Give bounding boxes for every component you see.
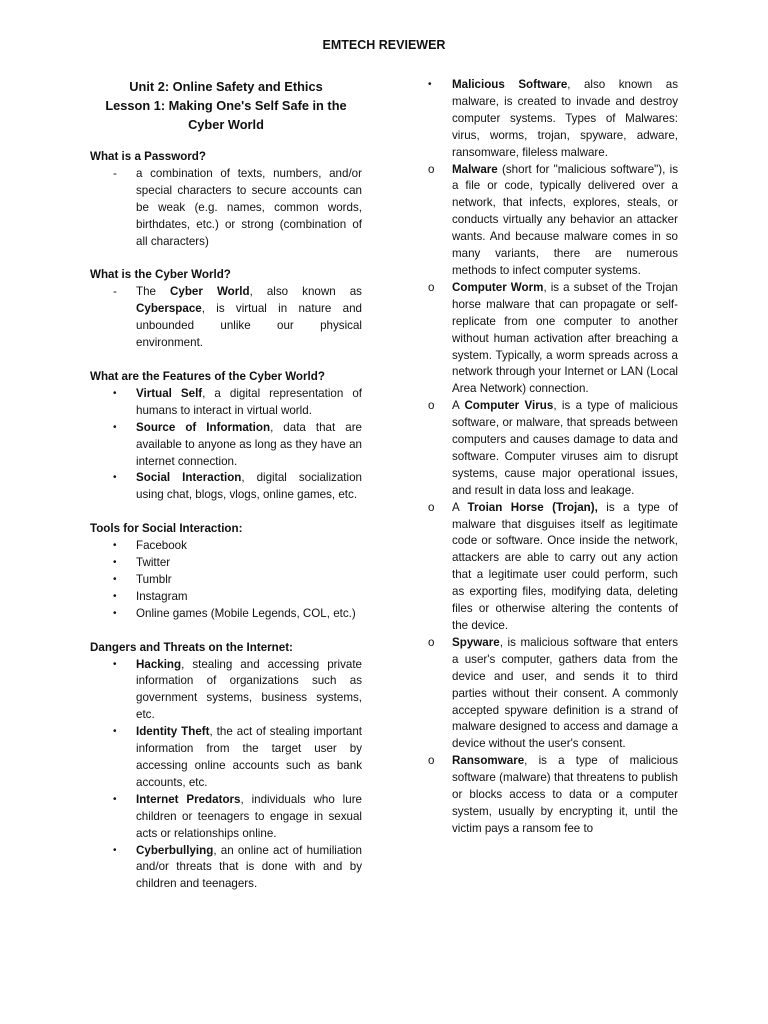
term: Cyberspace	[136, 302, 202, 316]
term: Spyware	[452, 635, 500, 649]
term: Cyberbullying	[136, 843, 214, 857]
circle-marker: o	[428, 280, 435, 294]
list-item	[90, 589, 362, 606]
circle-marker: o	[428, 500, 435, 514]
lesson-title-cont: Cyber World	[188, 117, 264, 132]
definition: , the act of stealing important information from the target user by accessing online accounts such as bank accounts, etc.	[136, 725, 363, 789]
bullet-marker: •	[113, 540, 117, 552]
text: A	[452, 500, 468, 514]
cyber-world-heading: What is the Cyber World?	[90, 268, 231, 282]
right-column	[428, 77, 678, 838]
term: Virtual Self	[136, 386, 203, 400]
bullet-marker: •	[113, 590, 117, 602]
bullet-marker: •	[113, 472, 117, 484]
list-item	[90, 724, 362, 792]
definition: , digital socialization using chat, blogs, vlogs, online games, etc.	[136, 471, 362, 502]
list-item	[428, 635, 678, 753]
circle-marker: o	[428, 754, 435, 768]
bullet-marker: •	[428, 79, 432, 90]
definition: , individuals who lure children or teenagers to engage in sexual acts or relationships online.	[136, 792, 362, 840]
list-item	[90, 538, 362, 555]
list-item	[90, 792, 362, 843]
tool-name: Instagram	[136, 589, 188, 603]
list-item	[90, 555, 362, 572]
definition: , an online act of humiliation and/or threats that is done with and by children and teenagers.	[136, 843, 362, 891]
features-heading: What are the Features of the Cyber World?	[90, 369, 325, 383]
document-title: EMTECH REVIEWER	[322, 38, 446, 52]
password-heading: What is a Password?	[90, 150, 206, 163]
bullet-marker: •	[113, 793, 117, 805]
definition: , a digital representation of humans to interact in virtual world.	[136, 386, 362, 417]
list-item	[428, 753, 678, 838]
dash-marker: -	[113, 285, 117, 299]
term: Malware	[452, 162, 498, 176]
definition: , is a subset of the Trojan horse malware that can propagate or self-replicate from one computer to another without human activation after breaching a system. Typically, a worm spreads across a network through your Internet or LAN (Local Area Network) connection.	[452, 280, 678, 396]
list-item	[428, 398, 678, 499]
definition: , is a type of malicious software (malware) that threatens to publish or blocks access to data or a computer system, usually by encrypting it, until the victim pays a ransom fee to	[452, 754, 678, 835]
lesson-title: Lesson 1: Making One's Self Safe in the	[105, 98, 347, 113]
definition: , data that are available to anyone as long as they have an internet connection.	[136, 420, 363, 468]
list-item	[90, 606, 362, 623]
list-item	[428, 162, 678, 280]
definition: (short for "malicious software"), is a file or code, typically delivered over a network, that infects, explores, steals, or conducts virtually any behavior an attacker wants. And because malware comes in so many variants, there are numerous methods to infect computer systems.	[452, 162, 678, 277]
password-definition: a combination of texts, numbers, and/or special characters to secure accounts can be weak (e.g. names, common words, birthdates, etc.) or strong (combination of all characters)	[136, 166, 362, 248]
term: Computer Virus	[464, 399, 554, 413]
tool-name: Tumblr	[136, 572, 172, 586]
term: Cyber World	[170, 285, 250, 299]
text: , is virtual in nature and unbounded unlike our physical environment.	[136, 302, 362, 350]
bullet-marker: •	[113, 844, 117, 856]
bullet-marker: •	[113, 387, 117, 399]
bullet-marker: •	[113, 658, 117, 670]
circle-marker: o	[428, 399, 435, 413]
text: The	[136, 285, 171, 299]
term: Hacking	[136, 657, 182, 671]
list-item	[90, 420, 362, 471]
term: Troian Horse (Trojan),	[467, 500, 598, 514]
text: A	[452, 399, 465, 413]
tool-name: Facebook	[136, 539, 187, 553]
list-item	[428, 500, 678, 635]
circle-marker: o	[428, 635, 435, 649]
list-item	[428, 77, 678, 162]
list-item	[90, 284, 362, 352]
list-item	[90, 166, 362, 251]
term: Source of Information	[136, 420, 271, 434]
tool-name: Online games (Mobile Legends, COL, etc.)	[136, 606, 356, 620]
term: Internet Predators	[136, 792, 241, 806]
unit-title: Unit 2: Online Safety and Ethics	[129, 79, 323, 94]
list-item	[90, 657, 362, 725]
dangers-heading: Dangers and Threats on the Internet:	[90, 640, 293, 654]
definition: , is malicious software that enters a user's computer, gathers data from the device and user, and sends it to third parties without their consent. A commonly accepted spyware definition is a strand of malware designed to access and damage a device without the user's consent.	[452, 635, 678, 751]
bullet-marker: •	[113, 557, 117, 569]
definition: , stealing and accessing private information of organizations such as government systems, business systems, etc.	[136, 657, 362, 722]
circle-marker: o	[428, 162, 435, 176]
list-item	[90, 843, 362, 894]
unit-heading	[90, 77, 362, 134]
list-item	[90, 470, 362, 504]
term: Ransomware	[452, 754, 525, 768]
bullet-marker: •	[113, 607, 117, 619]
tool-name: Twitter	[136, 556, 171, 570]
list-item	[428, 280, 678, 398]
dash-marker: -	[113, 166, 117, 180]
tools-heading: Tools for Social Interaction:	[90, 522, 243, 536]
left-column	[90, 77, 362, 893]
bullet-marker: •	[113, 726, 117, 738]
text: , also known as	[249, 285, 362, 299]
list-item	[90, 572, 362, 589]
term: Social Interaction	[136, 471, 242, 485]
term: Malicious Software	[452, 78, 568, 91]
bullet-marker: •	[113, 573, 117, 585]
definition: , also known as malware, is created to invade and destroy computer systems. Types of Malwares: virus, worms, trojan, spyware, adware, ransomware, fileless malware.	[452, 78, 678, 159]
list-item	[90, 386, 362, 420]
definition: is a type of malware that disguises itself as legitimate code or software. Once inside the network, attackers are able to carry out any action that a legitimate user could perform, such as exporting files, modifying data, deleting files or otherwise altering the contents of the device.	[452, 500, 678, 632]
definition: , is a type of malicious software, or malware, that spreads between computers and causes damage to data and software. Computer viruses aim to disrupt systems, cause major operational issues, and result in data loss and leakage.	[452, 399, 678, 497]
term: Identity Theft	[136, 725, 210, 739]
term: Computer Worm	[452, 280, 544, 294]
bullet-marker: •	[113, 421, 117, 433]
